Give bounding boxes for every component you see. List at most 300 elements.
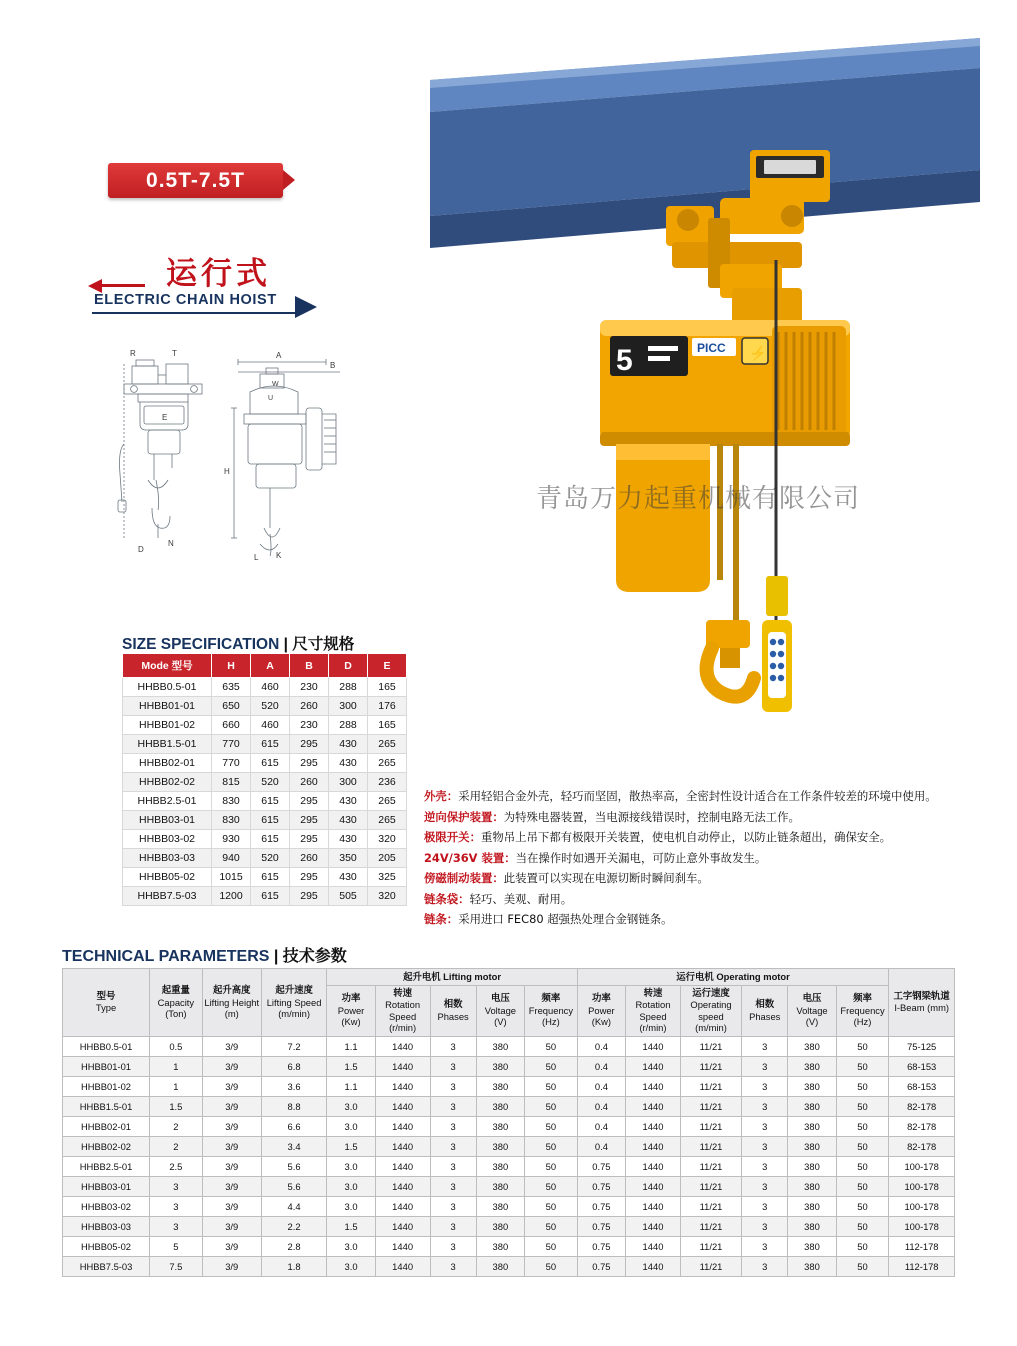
feature-item [424, 787, 1004, 807]
tech-value-cell: 380 [788, 1236, 836, 1256]
tech-value-cell: 1440 [375, 1196, 430, 1216]
feature-item [424, 890, 1004, 910]
tech-col-header: 起升高度 Lifting Height (m) [202, 969, 261, 1037]
col-b: B [290, 654, 329, 678]
tech-value-cell: 50 [525, 1096, 578, 1116]
tech-col-header: 功率 Power (Kw) [327, 985, 375, 1036]
tech-value-cell: 3 [742, 1236, 788, 1256]
size-value-cell: 295 [290, 887, 329, 906]
tech-value-cell: 380 [476, 1136, 524, 1156]
tech-value-cell: 3 [430, 1076, 476, 1096]
watermark-text: 青岛万力起重机械有限公司 [536, 484, 861, 514]
table-row [63, 1056, 955, 1076]
tech-value-cell: 50 [525, 1076, 578, 1096]
tech-col-header: 功率 Power (Kw) [577, 985, 625, 1036]
tech-value-cell: 1 [150, 1056, 203, 1076]
tech-value-cell: 11/21 [680, 1236, 741, 1256]
tech-value-cell: 11/21 [680, 1156, 741, 1176]
tech-type-cell: HHBB2.5-01 [63, 1156, 150, 1176]
tech-value-cell: 1440 [626, 1256, 681, 1276]
product-photo [420, 20, 1017, 760]
tech-value-cell: 0.75 [577, 1236, 625, 1256]
size-value-cell: 295 [290, 735, 329, 754]
tech-value-cell: 2 [150, 1116, 203, 1136]
tech-value-cell: 1440 [626, 1196, 681, 1216]
tech-value-cell: 1440 [375, 1056, 430, 1076]
tech-type-cell: HHBB01-01 [63, 1056, 150, 1076]
table-row [123, 868, 407, 887]
table-row [63, 1216, 955, 1236]
size-value-cell: 320 [368, 830, 407, 849]
size-value-cell: 830 [212, 792, 251, 811]
tech-value-cell: 50 [836, 1156, 889, 1176]
size-model-cell: HHBB03-03 [123, 849, 212, 868]
svg-text:5: 5 [616, 344, 633, 377]
hook-assembly [706, 620, 754, 697]
table-row [63, 1196, 955, 1216]
tech-value-cell: 50 [836, 1196, 889, 1216]
size-model-cell: HHBB03-02 [123, 830, 212, 849]
size-model-cell: HHBB02-01 [123, 754, 212, 773]
table-header-row [123, 654, 407, 678]
tech-value-cell: 1440 [626, 1156, 681, 1176]
tech-params-title-en: TECHNICAL PARAMETERS [62, 948, 270, 965]
size-value-cell: 430 [329, 735, 368, 754]
size-value-cell: 615 [251, 830, 290, 849]
tech-value-cell: 3 [430, 1096, 476, 1116]
size-value-cell: 520 [251, 849, 290, 868]
size-model-cell: HHBB7.5-03 [123, 887, 212, 906]
tech-col-header: 运行速度 Operating speed (m/min) [680, 985, 741, 1036]
size-value-cell: 265 [368, 735, 407, 754]
size-model-cell: HHBB03-01 [123, 811, 212, 830]
svg-text:L: L [254, 553, 259, 562]
table-row [123, 773, 407, 792]
tech-value-cell: 3/9 [202, 1136, 261, 1156]
size-spec-table [122, 653, 407, 906]
size-spec-title-en: SIZE SPECIFICATION [122, 636, 280, 653]
tech-value-cell: 3 [742, 1096, 788, 1116]
size-model-cell: HHBB01-01 [123, 697, 212, 716]
tech-value-cell: 1440 [626, 1036, 681, 1056]
size-spec-title-cn: | 尺寸规格 [283, 636, 355, 653]
size-value-cell: 320 [368, 887, 407, 906]
table-row [63, 1236, 955, 1256]
tech-value-cell: 1440 [375, 1236, 430, 1256]
tech-value-cell: 5.6 [261, 1176, 327, 1196]
tech-value-cell: 5.6 [261, 1156, 327, 1176]
tech-type-cell: HHBB02-01 [63, 1116, 150, 1136]
title-underline [92, 312, 297, 314]
tech-value-cell: 3 [742, 1156, 788, 1176]
table-row [123, 849, 407, 868]
size-value-cell: 230 [290, 678, 329, 697]
tech-value-cell: 1.5 [150, 1096, 203, 1116]
feature-text: 轻巧、美观、耐用。 [469, 891, 573, 906]
size-value-cell: 930 [212, 830, 251, 849]
tech-col-header: 工字钢梁轨道 I-Beam (mm) [889, 969, 955, 1037]
tech-value-cell: 380 [788, 1216, 836, 1236]
tech-value-cell: 380 [476, 1176, 524, 1196]
size-value-cell: 165 [368, 716, 407, 735]
svg-text:⚡: ⚡ [749, 345, 767, 361]
feature-item [424, 910, 1004, 930]
tech-value-cell: 11/21 [680, 1216, 741, 1236]
tech-value-cell: 1440 [375, 1216, 430, 1236]
tech-value-cell: 50 [525, 1116, 578, 1136]
tech-value-cell: 380 [788, 1176, 836, 1196]
size-model-cell: HHBB01-02 [123, 716, 212, 735]
size-value-cell: 265 [368, 792, 407, 811]
table-row [123, 830, 407, 849]
tech-value-cell: 3.0 [327, 1236, 375, 1256]
tech-value-cell: 3 [430, 1176, 476, 1196]
table-row [63, 1256, 955, 1276]
svg-text:E: E [162, 413, 168, 422]
tech-value-cell: 3 [742, 1116, 788, 1136]
tech-value-cell: 3/9 [202, 1216, 261, 1236]
tech-value-cell: 1.5 [327, 1216, 375, 1236]
tech-value-cell: 1440 [626, 1236, 681, 1256]
tech-value-cell: 380 [788, 1076, 836, 1096]
tech-value-cell: 380 [788, 1196, 836, 1216]
tech-value-cell: 3 [742, 1176, 788, 1196]
tech-value-cell: 100-178 [889, 1216, 955, 1236]
tech-value-cell: 50 [836, 1216, 889, 1236]
tech-value-cell: 3 [430, 1216, 476, 1236]
table-row [123, 792, 407, 811]
tech-value-cell: 3 [742, 1056, 788, 1076]
tech-value-cell: 50 [836, 1076, 889, 1096]
tech-value-cell: 3 [430, 1156, 476, 1176]
tech-value-cell: 50 [525, 1216, 578, 1236]
tech-value-cell: 3.0 [327, 1156, 375, 1176]
tech-type-cell: HHBB0.5-01 [63, 1036, 150, 1056]
tech-value-cell: 82-178 [889, 1136, 955, 1156]
tech-value-cell: 1440 [626, 1136, 681, 1156]
lifting-chain [720, 444, 736, 620]
size-spec-title [122, 632, 354, 654]
tech-value-cell: 3/9 [202, 1156, 261, 1176]
size-value-cell: 230 [290, 716, 329, 735]
tech-type-cell: HHBB1.5-01 [63, 1096, 150, 1116]
feature-label: 24V/36V 装置： [424, 850, 516, 865]
tech-value-cell: 3 [742, 1216, 788, 1236]
features-list [424, 787, 1004, 931]
size-value-cell: 615 [251, 887, 290, 906]
technical-parameters-table [62, 968, 955, 1277]
tech-value-cell: 3/9 [202, 1256, 261, 1276]
size-value-cell: 288 [329, 678, 368, 697]
tech-value-cell: 1440 [375, 1076, 430, 1096]
size-value-cell: 205 [368, 849, 407, 868]
capacity-badge [108, 163, 283, 198]
tech-value-cell: 3 [742, 1136, 788, 1156]
tech-col-header: 相数 Phases [430, 985, 476, 1036]
feature-text: 采用轻铝合金外壳，轻巧而坚固，散热率高，全密封性设计适合在工作条件较差的环境中使用。 [458, 789, 937, 803]
tech-value-cell: 380 [476, 1076, 524, 1096]
tech-value-cell: 0.75 [577, 1156, 625, 1176]
product-title-cn: 运行式 [166, 256, 271, 292]
tech-value-cell: 380 [788, 1156, 836, 1176]
svg-text:K: K [276, 551, 282, 560]
tech-value-cell: 50 [525, 1256, 578, 1276]
tech-value-cell: 2 [150, 1136, 203, 1156]
tech-params-title [62, 943, 347, 966]
feature-label: 逆向保护装置： [424, 809, 504, 824]
tech-value-cell: 0.4 [577, 1136, 625, 1156]
tech-value-cell: 380 [788, 1036, 836, 1056]
tech-value-cell: 11/21 [680, 1176, 741, 1196]
tech-value-cell: 380 [476, 1236, 524, 1256]
tech-value-cell: 3 [430, 1036, 476, 1056]
tech-value-cell: 112-178 [889, 1236, 955, 1256]
tech-value-cell: 82-178 [889, 1116, 955, 1136]
tech-value-cell: 3/9 [202, 1056, 261, 1076]
tech-value-cell: 1440 [375, 1036, 430, 1056]
svg-text:PICC: PICC [697, 341, 726, 355]
tech-value-cell: 5 [150, 1236, 203, 1256]
tech-value-cell: 3 [430, 1056, 476, 1076]
svg-text:N: N [168, 539, 174, 548]
tech-value-cell: 50 [525, 1036, 578, 1056]
tech-type-cell: HHBB7.5-03 [63, 1256, 150, 1276]
size-value-cell: 295 [290, 830, 329, 849]
group-header-lifting-motor: 起升电机 Lifting motor [327, 969, 577, 986]
col-h: H [212, 654, 251, 678]
tech-value-cell: 3 [742, 1076, 788, 1096]
tech-value-cell: 50 [836, 1056, 889, 1076]
size-value-cell: 300 [329, 697, 368, 716]
feature-label: 链条： [424, 912, 459, 926]
tech-value-cell: 1.1 [327, 1076, 375, 1096]
tech-value-cell: 0.4 [577, 1096, 625, 1116]
svg-text:H: H [224, 467, 230, 476]
tech-value-cell: 380 [476, 1116, 524, 1136]
tech-value-cell: 3 [430, 1196, 476, 1216]
tech-value-cell: 4.4 [261, 1196, 327, 1216]
tech-value-cell: 50 [525, 1196, 578, 1216]
table-row [63, 1176, 955, 1196]
tech-value-cell: 50 [836, 1236, 889, 1256]
tech-type-cell: HHBB03-01 [63, 1176, 150, 1196]
size-value-cell: 260 [290, 773, 329, 792]
tech-value-cell: 3/9 [202, 1096, 261, 1116]
size-value-cell: 660 [212, 716, 251, 735]
chain-bag [616, 444, 710, 592]
size-model-cell: HHBB02-02 [123, 773, 212, 792]
tech-col-header: 频率 Frequency (Hz) [836, 985, 889, 1036]
tech-value-cell: 75-125 [889, 1036, 955, 1056]
feature-label: 链条袋： [424, 891, 470, 906]
tech-value-cell: 3 [430, 1136, 476, 1156]
size-value-cell: 295 [290, 868, 329, 887]
size-value-cell: 295 [290, 811, 329, 830]
tech-value-cell: 7.5 [150, 1256, 203, 1276]
size-value-cell: 770 [212, 754, 251, 773]
size-value-cell: 830 [212, 811, 251, 830]
tech-value-cell: 3.0 [327, 1256, 375, 1276]
tech-value-cell: 380 [476, 1196, 524, 1216]
tech-value-cell: 1.5 [327, 1056, 375, 1076]
size-value-cell: 815 [212, 773, 251, 792]
tech-value-cell: 3/9 [202, 1036, 261, 1056]
tech-value-cell: 11/21 [680, 1136, 741, 1156]
feature-item [424, 869, 1004, 889]
table-row [123, 811, 407, 830]
tech-value-cell: 11/21 [680, 1256, 741, 1276]
size-value-cell: 236 [368, 773, 407, 792]
col-model: Mode 型号 [123, 654, 212, 678]
size-value-cell: 940 [212, 849, 251, 868]
table-row [123, 697, 407, 716]
tech-value-cell: 1.8 [261, 1256, 327, 1276]
table-row [123, 735, 407, 754]
size-value-cell: 295 [290, 754, 329, 773]
tech-value-cell: 3 [150, 1216, 203, 1236]
tech-value-cell: 3 [430, 1236, 476, 1256]
group-header-operating-motor: 运行电机 Operating motor [577, 969, 889, 986]
tech-value-cell: 0.4 [577, 1076, 625, 1096]
size-value-cell: 300 [329, 773, 368, 792]
tech-value-cell: 1440 [375, 1096, 430, 1116]
size-value-cell: 165 [368, 678, 407, 697]
size-value-cell: 650 [212, 697, 251, 716]
tech-value-cell: 1440 [626, 1056, 681, 1076]
size-value-cell: 615 [251, 811, 290, 830]
size-value-cell: 325 [368, 868, 407, 887]
size-value-cell: 520 [251, 773, 290, 792]
tech-value-cell: 112-178 [889, 1256, 955, 1276]
tech-value-cell: 8.8 [261, 1096, 327, 1116]
tech-value-cell: 2.2 [261, 1216, 327, 1236]
tech-value-cell: 1.1 [327, 1036, 375, 1056]
tech-value-cell: 1440 [626, 1176, 681, 1196]
decor-arrow-left-bar [100, 284, 145, 287]
feature-item [424, 808, 1004, 828]
tech-value-cell: 3.4 [261, 1136, 327, 1156]
tech-col-header: 型号 Type [63, 969, 150, 1037]
tech-value-cell: 50 [836, 1176, 889, 1196]
tech-col-header: 相数 Phases [742, 985, 788, 1036]
title-arrow-icon [295, 296, 317, 318]
size-value-cell: 520 [251, 697, 290, 716]
tech-value-cell: 68-153 [889, 1056, 955, 1076]
svg-text:R: R [130, 349, 136, 358]
feature-text: 此装置可以实现在电源切断时瞬间刹车。 [503, 871, 709, 885]
tech-value-cell: 3.6 [261, 1076, 327, 1096]
tech-value-cell: 100-178 [889, 1156, 955, 1176]
tech-value-cell: 3/9 [202, 1236, 261, 1256]
feature-label: 极限开关： [424, 830, 481, 844]
tech-value-cell: 50 [525, 1236, 578, 1256]
tech-type-cell: HHBB05-02 [63, 1236, 150, 1256]
tech-value-cell: 1440 [626, 1116, 681, 1136]
table-row [63, 1036, 955, 1056]
size-value-cell: 430 [329, 792, 368, 811]
svg-text:B: B [330, 361, 336, 370]
tech-value-cell: 11/21 [680, 1196, 741, 1216]
tech-value-cell: 3 [150, 1176, 203, 1196]
size-value-cell: 265 [368, 811, 407, 830]
tech-value-cell: 0.5 [150, 1036, 203, 1056]
tech-value-cell: 380 [476, 1036, 524, 1056]
tech-value-cell: 50 [525, 1056, 578, 1076]
size-value-cell: 176 [368, 697, 407, 716]
col-e: E [368, 654, 407, 678]
feature-text: 当在操作时如遇开关漏电，可防止意外事故发生。 [515, 850, 767, 865]
tech-value-cell: 1440 [375, 1256, 430, 1276]
tech-value-cell: 50 [525, 1176, 578, 1196]
tech-value-cell: 11/21 [680, 1116, 741, 1136]
table-header-row [63, 969, 955, 986]
tech-value-cell: 2.5 [150, 1156, 203, 1176]
size-value-cell: 430 [329, 811, 368, 830]
tech-value-cell: 50 [836, 1096, 889, 1116]
tech-value-cell: 3/9 [202, 1176, 261, 1196]
size-value-cell: 430 [329, 830, 368, 849]
tech-value-cell: 50 [836, 1036, 889, 1056]
size-value-cell: 295 [290, 792, 329, 811]
table-row [123, 716, 407, 735]
tech-value-cell: 3/9 [202, 1196, 261, 1216]
tech-value-cell: 1440 [375, 1116, 430, 1136]
feature-label: 傍磁制动装置： [424, 871, 504, 885]
size-value-cell: 615 [251, 754, 290, 773]
size-model-cell: HHBB2.5-01 [123, 792, 212, 811]
svg-text:D: D [138, 545, 144, 554]
tech-value-cell: 0.75 [577, 1216, 625, 1236]
capacity-badge-label: 0.5T-7.5T [146, 169, 245, 192]
tech-value-cell: 380 [788, 1096, 836, 1116]
tech-value-cell: 100-178 [889, 1196, 955, 1216]
tech-value-cell: 1440 [626, 1216, 681, 1236]
tech-col-header: 电压 Voltage (V) [788, 985, 836, 1036]
feature-label: 外壳： [424, 789, 459, 803]
tech-value-cell: 11/21 [680, 1096, 741, 1116]
tech-value-cell: 82-178 [889, 1096, 955, 1116]
tech-value-cell: 380 [788, 1116, 836, 1136]
tech-value-cell: 1440 [626, 1076, 681, 1096]
tech-type-cell: HHBB02-02 [63, 1136, 150, 1156]
tech-value-cell: 3.0 [327, 1196, 375, 1216]
size-value-cell: 260 [290, 697, 329, 716]
tech-value-cell: 100-178 [889, 1176, 955, 1196]
size-value-cell: 260 [290, 849, 329, 868]
tech-value-cell: 11/21 [680, 1076, 741, 1096]
tech-value-cell: 6.6 [261, 1116, 327, 1136]
size-value-cell: 265 [368, 754, 407, 773]
size-value-cell: 770 [212, 735, 251, 754]
tech-value-cell: 7.2 [261, 1036, 327, 1056]
col-a: A [251, 654, 290, 678]
tech-value-cell: 3 [742, 1036, 788, 1056]
tech-value-cell: 1440 [375, 1176, 430, 1196]
product-title-en: ELECTRIC CHAIN HOIST [94, 292, 277, 308]
tech-value-cell: 0.75 [577, 1176, 625, 1196]
tech-value-cell: 11/21 [680, 1056, 741, 1076]
tech-value-cell: 1440 [375, 1156, 430, 1176]
tech-type-cell: HHBB03-03 [63, 1216, 150, 1236]
size-value-cell: 430 [329, 754, 368, 773]
size-value-cell: 505 [329, 887, 368, 906]
tech-type-cell: HHBB01-02 [63, 1076, 150, 1096]
tech-value-cell: 380 [476, 1256, 524, 1276]
tech-value-cell: 2.8 [261, 1236, 327, 1256]
col-d: D [329, 654, 368, 678]
tech-col-header: 转速 Rotation Speed (r/min) [375, 985, 430, 1036]
tech-value-cell: 3/9 [202, 1076, 261, 1096]
